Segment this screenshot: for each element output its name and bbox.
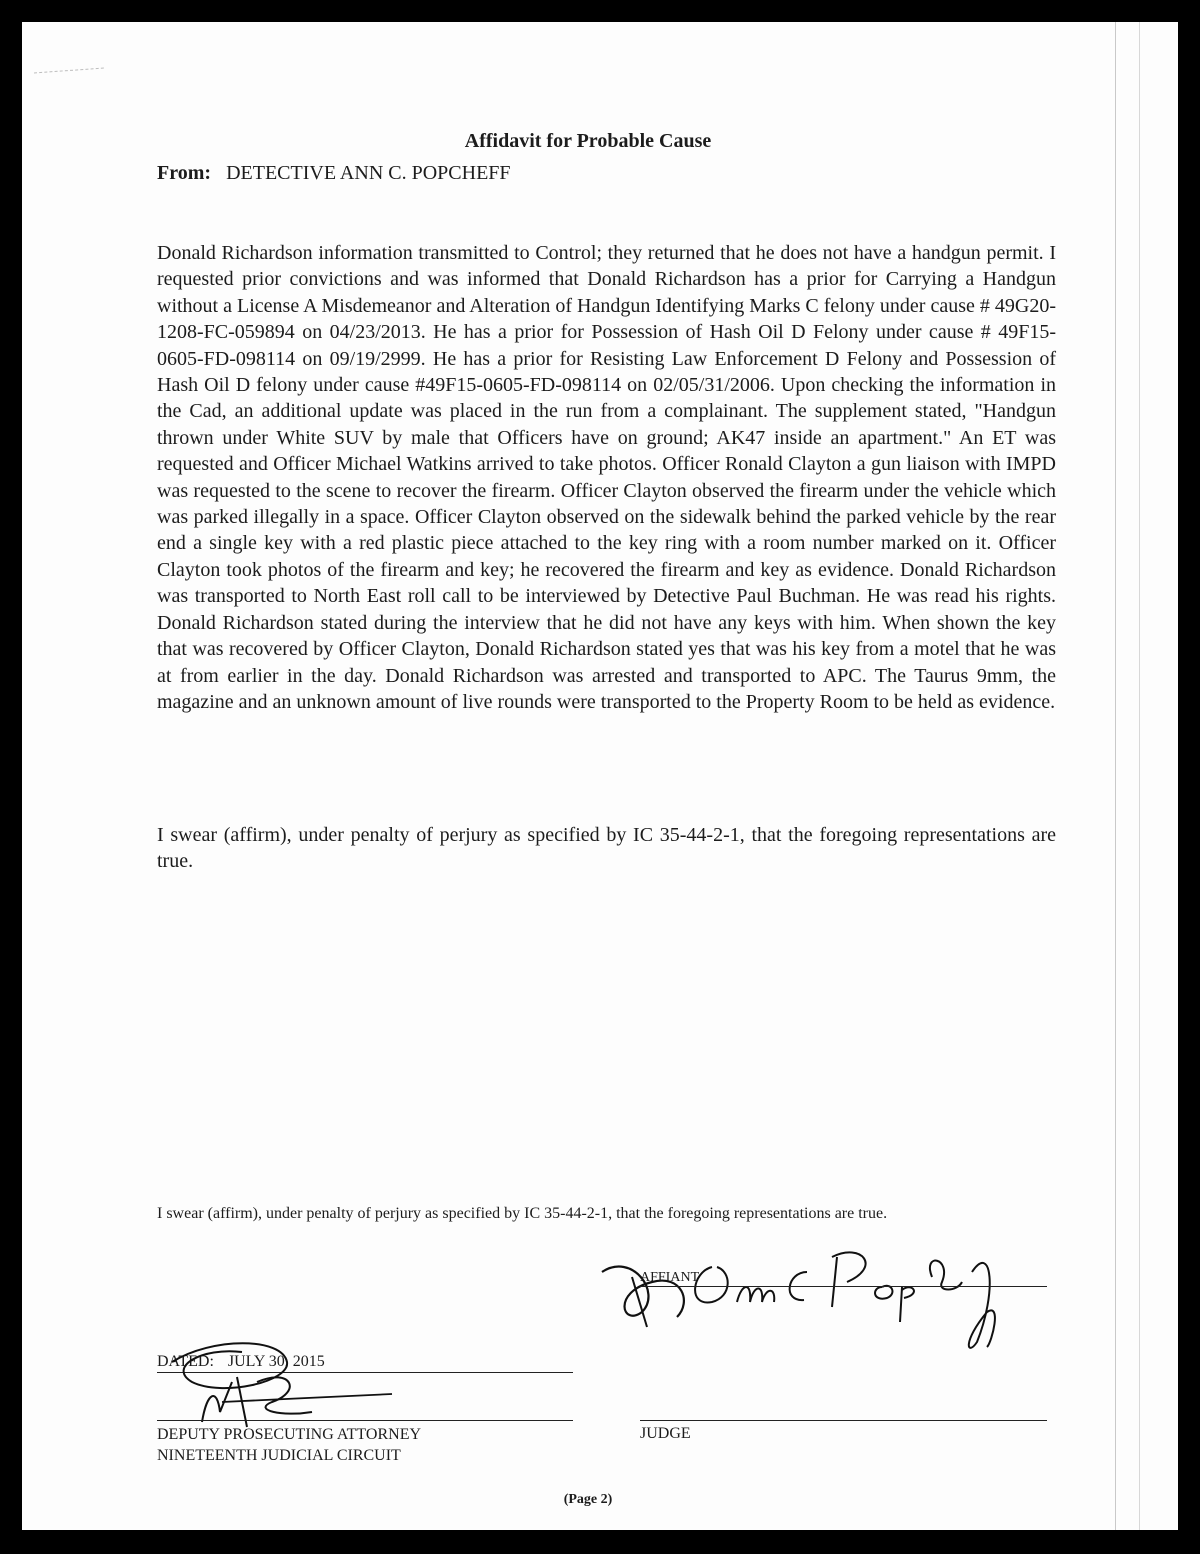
page-number: (Page 2) [563,1492,613,1507]
oath-paragraph: I swear (affirm), under penalty of perjury as specified by IC 35-44-2-1, that the foregoing representations are true. [157,824,1056,873]
affiant-signature-line [640,1286,1047,1287]
from-line [157,162,511,185]
document-title: Affidavit for Probable Cause [464,130,712,152]
deputy-title-line2: NINETEENTH JUDICIAL CIRCUIT [157,1447,401,1464]
deputy-signature [162,1332,402,1432]
affiant-signature [592,1232,1012,1372]
dated-value: JULY 30, 2015 [227,1353,325,1370]
dated-label: DATED: [157,1353,214,1370]
affiant-label: AFFIANT [640,1270,700,1285]
deputy-signature-line [157,1420,573,1421]
scan-artifact [34,68,104,76]
deputy-title [157,1424,421,1466]
deputy-title-line1: DEPUTY PROSECUTING ATTORNEY [157,1426,422,1443]
affidavit-body: Donald Richardson information transmitted to Control; they returned that he does not have a handgun permit. I requested prior convictions and was informed that Donald Richardson has a prior for Carrying a Handgun without a License A Misdemeanor and Alteration of Handgun Identifying Marks C felony under cause # 49G20-1208-FC-059894 on 04/23/2013. He has a prior for Possession of Hash Oil D Felony under cause # 49F15-0605-FD-098114 on 09/19/2999. He has a prior for Resisting Law Enforcement D Felony and Possession of Hash Oil D felony under cause #49F15-0605-FD-098114 on 02/05/31/2006. Upon checking the information in the Cad, an additional update was placed in the run from a complainant. The supplement stated, "Handgun thrown under White SUV by male that Officers have on ground; AK47 inside an apartment." An ET was requested and Officer Michael Watkins arrived to take photos. Officer Ronald Clayton a gun liaison with IMPD was requested to the scene to recover the firearm. Officer Clayton observed the firearm under the vehicle which was parked illegally in a space. Officer Clayton observed on the sidewalk behind the parked vehicle by the rear end a single key with a red plastic piece attached to the key ring with a room number marked on it. Officer Clayton took photos of the firearm and key; he recovered the firearm and key as evidence. Donald Richardson was transported to North East roll call to be interviewed by Detective Paul Buchman. He was read his rights. Donald Richardson stated during the interview that he did not have any keys with him. When shown the key that was recovered by Officer Clayton, Donald Richardson stated yes that was his key from a motel that he was at from earlier in the day. Donald Richardson was arrested and transported to APC. The Taurus 9mm, the magazine and an unknown amount of live rounds were transported to the Property Room to be held as evidence. [157,242,1056,713]
from-value: DETECTIVE ANN C. POPCHEFF [226,162,511,184]
document-page [22,22,1178,1530]
scan-edge-line [1139,22,1140,1530]
judge-signature-line [640,1420,1047,1421]
judge-label: JUDGE [640,1425,691,1442]
from-label: From: [157,162,212,184]
oath-signature-statement: I swear (affirm), under penalty of perjury as specified by IC 35-44-2-1, that the foregoing representations are true. [157,1205,888,1222]
scan-edge-line [1115,22,1116,1530]
